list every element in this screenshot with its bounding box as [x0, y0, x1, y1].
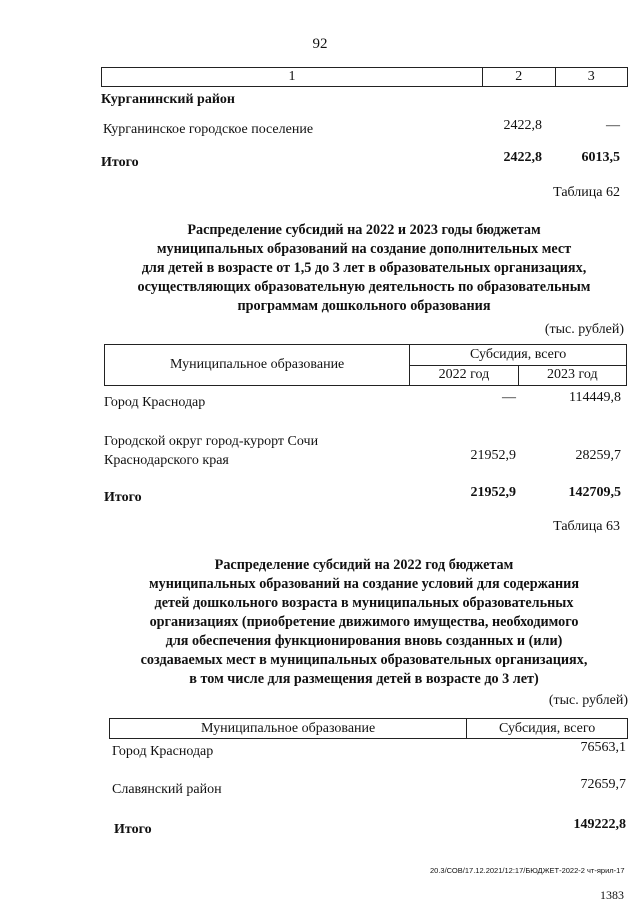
row-name-line: Городской округ город-курорт Сочи — [104, 434, 319, 449]
table62-row-2022: — — [502, 390, 516, 405]
column-header-1: 1 — [102, 68, 483, 87]
title-line: для детей в возрасте от 1,5 до 3 лет в образовательных организациях, — [141, 260, 587, 276]
table62-header — [104, 344, 627, 386]
table63-total-label: Итого — [114, 822, 152, 837]
table62-total-2023: 142709,5 — [568, 485, 621, 500]
table63-row-name: Город Краснодар — [112, 744, 214, 759]
column-header-2: 2 — [483, 68, 555, 87]
table63-row-value: 76563,1 — [580, 740, 626, 755]
title-line: в том числе для размещения детей в возрасте до 3 лет) — [189, 671, 539, 687]
table62-row-name: Город Краснодар — [104, 395, 206, 410]
table63-row-value: 72659,7 — [580, 777, 626, 792]
total-label: Итого — [101, 155, 139, 170]
continuation-table-header — [101, 67, 628, 87]
footer-code: 20.3/СОВ/17.12.2021/12:17/БЮДЖЕТ-2022-2 чт-ярил-17 — [430, 866, 625, 875]
table63-title — [100, 556, 628, 689]
page-number-top: 92 — [312, 36, 328, 52]
table62-total-label: Итого — [104, 490, 142, 505]
page-number-bottom: 1383 — [600, 888, 624, 902]
column-header-2022: 2022 год — [410, 365, 518, 386]
title-line: программам дошкольного образования — [237, 298, 491, 314]
title-line: детей дошкольного возраста в муниципальных образовательных — [154, 595, 574, 611]
column-header-municipality: Муниципальное образование — [110, 719, 467, 739]
title-line: осуществляющих образовательную деятельность по образовательным — [137, 279, 591, 295]
table62-caption: Таблица 62 — [553, 185, 620, 200]
title-line: муниципальных образований на создание условий для содержания — [149, 576, 579, 592]
column-header-subsidy: Субсидия, всего — [410, 345, 627, 366]
table63-total-value: 149222,8 — [573, 817, 626, 832]
table63-caption: Таблица 63 — [553, 519, 620, 534]
table62-row-2023: 114449,8 — [569, 390, 621, 405]
table62-units: (тыс. рублей) — [544, 322, 624, 337]
table62-title — [100, 221, 628, 316]
total-value-col3: 6013,5 — [581, 150, 620, 165]
title-line: создаваемых мест в муниципальных образовательных организациях, — [140, 652, 588, 668]
table63-header — [109, 718, 628, 739]
row-value-col2: 2422,8 — [503, 118, 542, 133]
title-line: Распределение субсидий на 2022 год бюджетам — [214, 557, 514, 573]
title-line: муниципальных образований на создание дополнительных мест — [156, 241, 572, 257]
column-header-subsidy: Субсидия, всего — [467, 719, 628, 739]
table62-row-name — [104, 432, 318, 470]
table63-row-name: Славянский район — [112, 782, 222, 797]
table63-units: (тыс. рублей) — [548, 693, 628, 708]
district-heading: Курганинский район — [101, 92, 235, 107]
column-header-2023: 2023 год — [518, 365, 626, 386]
table62-row-2022: 21952,9 — [470, 448, 516, 463]
row-name-line: Краснодарского края — [104, 453, 229, 468]
title-line: для обеспечения функционирования вновь созданных и (или) — [165, 633, 563, 649]
title-line: Распределение субсидий на 2022 и 2023 годы бюджетам — [187, 222, 541, 238]
total-value-col2: 2422,8 — [503, 150, 542, 165]
table62-total-2022: 21952,9 — [470, 485, 516, 500]
table62-row-2023: 28259,7 — [575, 448, 621, 463]
row-name: Курганинское городское поселение — [103, 122, 314, 137]
column-header-3: 3 — [555, 68, 628, 87]
row-value-col3: — — [606, 118, 620, 133]
column-header-municipality: Муниципальное образование — [105, 345, 410, 386]
title-line: организациях (приобретение движимого имущества, необходимого — [149, 614, 579, 630]
